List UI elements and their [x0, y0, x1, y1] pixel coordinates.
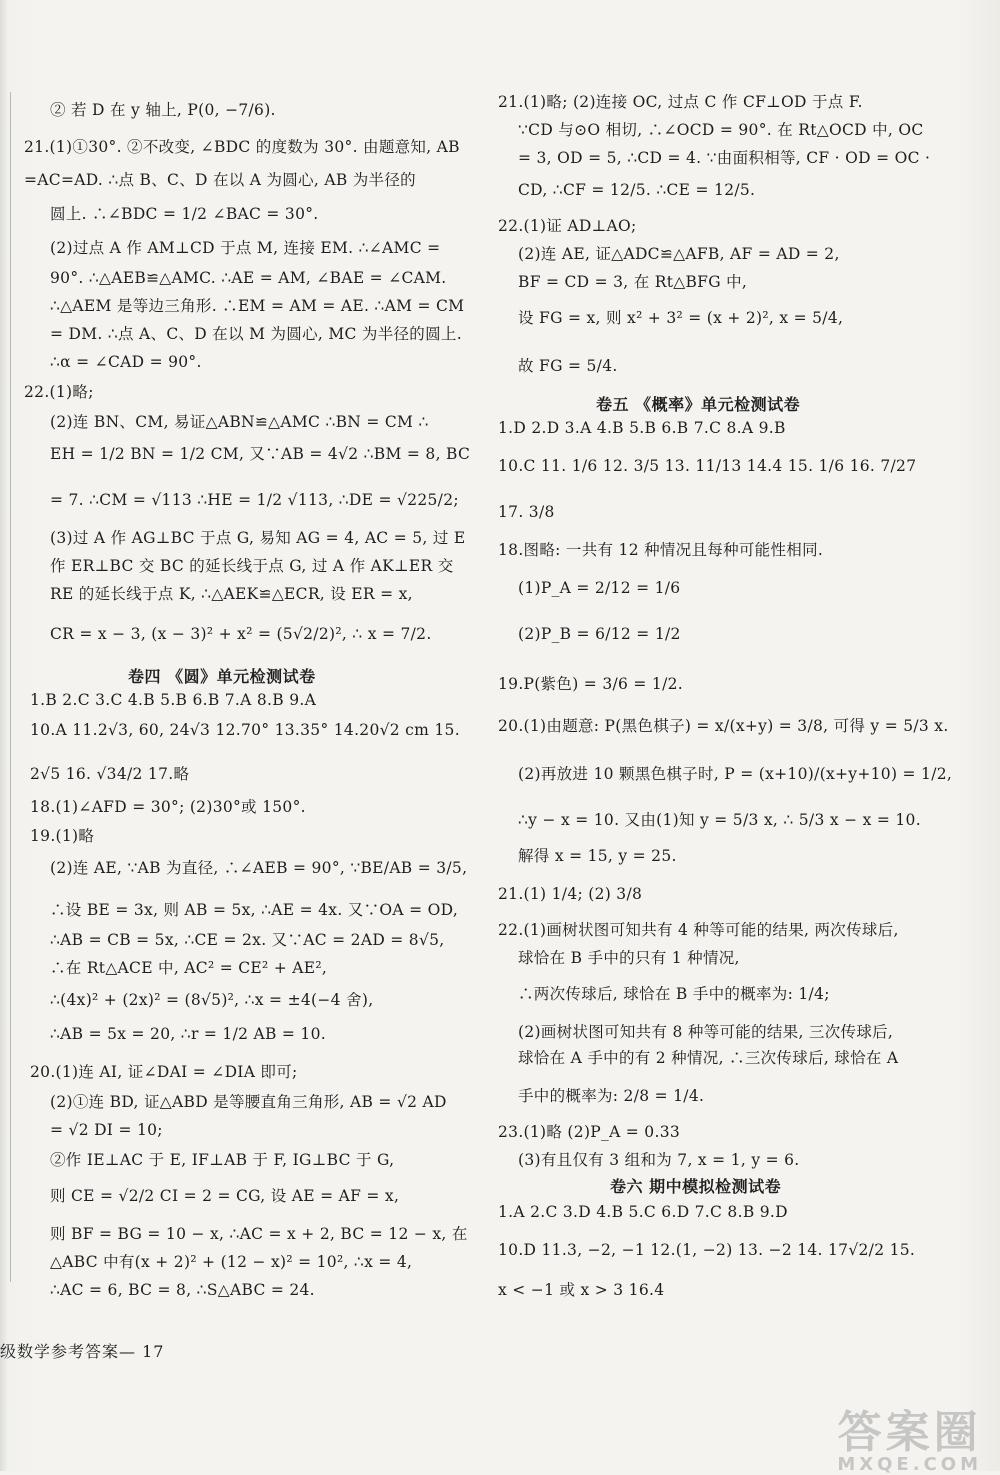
answer-line: (3)有且仅有 3 组和为 7, x = 1, y = 6.: [518, 1151, 800, 1169]
answer-line: 手中的概率为: 2/8 = 1/4.: [518, 1087, 705, 1105]
answer-line: 90°. ∴△AEB≌△AMC. ∴AE = AM, ∠BAE = ∠CAM.: [50, 269, 447, 287]
answer-line: 22.(1)证 AD⊥AO;: [498, 217, 637, 235]
answer-line: 设 FG = x, 则 x² + 3² = (x + 2)², x = 5/4,: [518, 309, 844, 327]
page-footer: 级数学参考答案— 17: [0, 1342, 165, 1361]
answer-line: ∵CD 与⊙O 相切, ∴∠OCD = 90°. 在 Rt△OCD 中, OC: [518, 121, 924, 139]
answer-line: 22.(1)画树状图可知共有 4 种等可能的结果, 两次传球后,: [498, 921, 899, 939]
answer-line: ∴两次传球后, 球恰在 B 手中的概率为: 1/4;: [518, 985, 830, 1003]
section-title-circle: 卷四 《圆》单元检测试卷: [128, 667, 316, 686]
answer-line: △ABC 中有(x + 2)² + (12 − x)² = 10², ∴x = 4,: [50, 1253, 413, 1271]
watermark-text: 答案圈: [837, 1407, 982, 1458]
answer-line: = 7. ∴CM = √113 ∴HE = 1/2 √113, ∴DE = √225/2;: [50, 491, 459, 509]
answer-line: CR = x − 3, (x − 3)² + x² = (5√2/2)², ∴ x = 7/2.: [50, 625, 432, 643]
answer-line: 18.(1)∠AFD = 30°; (2)30°或 150°.: [30, 798, 306, 816]
answer-line: 则 CE = √2/2 CI = 2 = CG, 设 AE = AF = x,: [50, 1187, 400, 1205]
answer-line: (3)过 A 作 AG⊥BC 于点 G, 易知 AG = 4, AC = 5, 过 E: [50, 529, 466, 547]
answer-line: 解得 x = 15, y = 25.: [518, 847, 677, 865]
answer-line: 则 BF = BG = 10 − x, ∴AC = x + 2, BC = 12 − x, 在: [50, 1225, 468, 1243]
answer-line: ∴AC = 6, BC = 8, ∴S△ABC = 24.: [50, 1281, 315, 1299]
answer-line: 作 ER⊥BC 交 BC 的延长线于点 G, 过 A 作 AK⊥ER 交: [50, 557, 454, 575]
answer-line: 17. 3/8: [498, 503, 555, 521]
answer-line: 22.(1)略;: [24, 383, 94, 401]
section-title-probability: 卷五 《概率》单元检测试卷: [596, 395, 801, 414]
watermark-logo: [837, 1396, 982, 1475]
answer-line: ∴在 Rt△ACE 中, AC² = CE² + AE²,: [50, 959, 328, 977]
answer-line: x < −1 或 x > 3 16.4: [498, 1281, 665, 1299]
watermark-url: MXQE.COM: [837, 1454, 982, 1475]
answer-line: BF = CD = 3, 在 Rt△BFG 中,: [518, 273, 748, 291]
answer-line: = DM. ∴点 A、C、D 在以 M 为圆心, MC 为半径的圆上.: [50, 325, 462, 343]
answer-line: 圆上. ∴∠BDC = 1/2 ∠BAC = 30°.: [50, 205, 319, 223]
answer-line: 18.图略: 一共有 12 种情况且每种可能性相同.: [498, 541, 824, 559]
answer-line: ∴AB = 5x = 20, ∴r = 1/2 AB = 10.: [50, 1025, 326, 1043]
answer-line: 21.(1)①30°. ②不改变, ∠BDC 的度数为 30°. 由题意知, AB: [24, 138, 460, 156]
answer-line: 1.B 2.C 3.C 4.B 5.B 6.B 7.A 8.B 9.A: [30, 691, 317, 709]
answer-line: (2)连 BN、CM, 易证△ABN≌△AMC ∴BN = CM ∴: [50, 413, 429, 431]
answer-line: 21.(1) 1/4; (2) 3/8: [498, 885, 643, 903]
answer-line: ∴设 BE = 3x, 则 AB = 5x, ∴AE = 4x. 又∵OA = OD,: [50, 901, 459, 919]
answer-line: 故 FG = 5/4.: [518, 357, 618, 375]
answer-line: (2)P_B = 6/12 = 1/2: [518, 625, 681, 643]
answer-line: 20.(1)由题意: P(黑色棋子) = x/(x+y) = 3/8, 可得 y = 5/3 x.: [498, 717, 949, 735]
answer-line: 21.(1)略; (2)连接 OC, 过点 C 作 CF⊥OD 于点 F.: [498, 93, 863, 111]
answer-line: 1.D 2.D 3.A 4.B 5.B 6.B 7.C 8.A 9.B: [498, 419, 786, 437]
answer-line: 球恰在 B 手中的只有 1 种情况,: [518, 949, 740, 967]
answer-line: (2)连 AE, ∵AB 为直径, ∴∠AEB = 90°, ∵BE/AB = 3/5,: [50, 859, 468, 877]
answer-line: (2)过点 A 作 AM⊥CD 于点 M, 连接 EM. ∴∠AMC =: [50, 239, 441, 257]
left-margin-line: [10, 92, 11, 1282]
answer-line: (2)再放进 10 颗黑色棋子时, P = (x+10)/(x+y+10) = 1/2,: [518, 765, 953, 783]
answer-line: CD, ∴CF = 12/5. ∴CE = 12/5.: [518, 181, 756, 199]
answer-line: 20.(1)连 AI, 证∠DAI = ∠DIA 即可;: [30, 1063, 298, 1081]
answer-line: ②作 IE⊥AC 于 E, IF⊥AB 于 F, IG⊥BC 于 G,: [50, 1151, 395, 1169]
answer-line: (2)①连 BD, 证△ABD 是等腰直角三角形, AB = √2 AD: [50, 1093, 447, 1111]
answer-line: (2)连 AE, 证△ADC≌△AFB, AF = AD = 2,: [518, 245, 840, 263]
section-title-midterm: 卷六 期中模拟检测试卷: [610, 1177, 782, 1196]
answer-line: 2√5 16. √34/2 17.略: [30, 765, 190, 783]
answer-line: = √2 DI = 10;: [50, 1121, 163, 1139]
answer-line: 球恰在 A 手中的有 2 种情况, ∴三次传球后, 球恰在 A: [518, 1049, 899, 1067]
answer-line: 10.D 11.3, −2, −1 12.(1, −2) 13. −2 14. 17√2/2 15.: [498, 1241, 916, 1259]
answer-line: ② 若 D 在 y 轴上, P(0, −7/6).: [50, 101, 276, 119]
answer-line: 19.P(紫色) = 3/6 = 1/2.: [498, 675, 683, 693]
answer-line: 1.A 2.C 3.D 4.B 5.C 6.D 7.C 8.B 9.D: [498, 1203, 788, 1221]
answer-line: 10.C 11. 1/6 12. 3/5 13. 11/13 14.4 15. 1/6 16. 7/27: [498, 457, 917, 475]
answer-line: ∴α = ∠CAD = 90°.: [50, 353, 202, 371]
answer-line: ∴△AEM 是等边三角形. ∴EM = AM = AE. ∴AM = CM: [50, 297, 465, 315]
answer-line: (1)P_A = 2/12 = 1/6: [518, 579, 681, 597]
answer-line: EH = 1/2 BN = 1/2 CM, 又∵AB = 4√2 ∴BM = 8, BC: [50, 445, 471, 463]
answer-line: = 3, OD = 5, ∴CD = 4. ∵由面积相等, CF · OD = OC ·: [518, 149, 931, 167]
answer-line: ∴AB = CB = 5x, ∴CE = 2x. 又∵AC = 2AD = 8√5,: [50, 931, 445, 949]
answer-line: 23.(1)略 (2)P_A = 0.33: [498, 1123, 681, 1141]
answer-line: RE 的延长线于点 K, ∴△AEK≌△ECR, 设 ER = x,: [50, 585, 413, 603]
answer-line: 19.(1)略: [30, 827, 95, 845]
answer-line: ∴y − x = 10. 又由(1)知 y = 5/3 x, ∴ 5/3 x − x = 10.: [518, 811, 921, 829]
answer-line: =AC=AD. ∴点 B、C、D 在以 A 为圆心, AB 为半径的: [24, 171, 416, 189]
answer-line: ∴(4x)² + (2x)² = (8√5)², ∴x = ±4(−4 舍),: [50, 991, 374, 1009]
answer-line: 10.A 11.2√3, 60, 24√3 12.70° 13.35° 14.20√2 cm 15.: [30, 721, 460, 739]
answer-line: (2)画树状图可知共有 8 种等可能的结果, 三次传球后,: [518, 1023, 894, 1041]
